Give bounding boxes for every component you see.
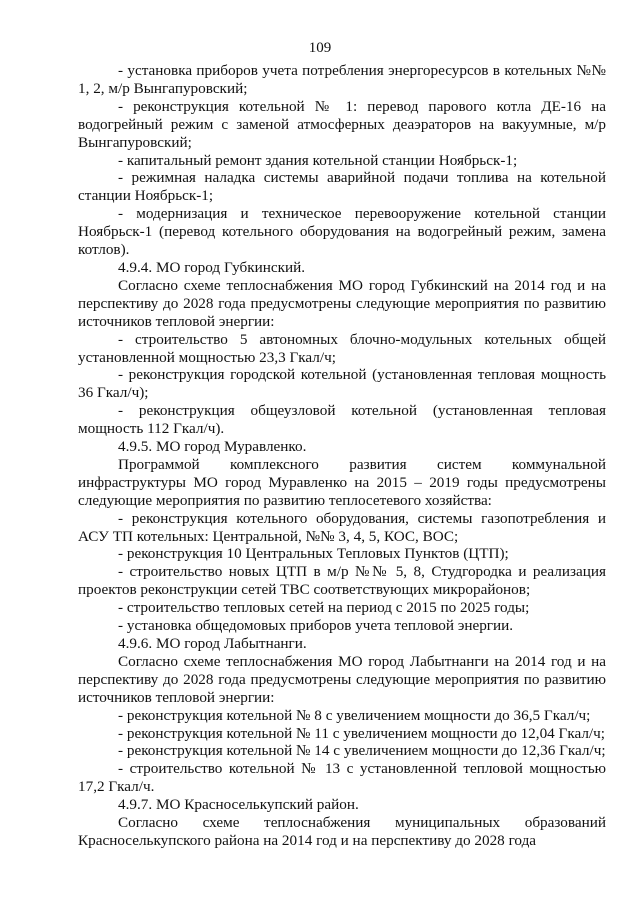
paragraph: Программой комплексного развития систем коммунальной инфраструктуры МО город Муравленко на 2015 – 2019 годы предусмотрены следующие мероприятия по развитию теплосетевого хозяйства: (78, 455, 606, 509)
section-heading: 4.9.7. МО Красноселькупский район. (118, 796, 359, 814)
list-item: - режимная наладка системы аварийной подачи топлива на котельной станции Ноябрьск-1; (78, 169, 606, 205)
list-item: - строительство тепловых сетей на период с 2015 по 2025 годы; (118, 599, 530, 617)
list-item: - реконструкция котельной № 11 с увеличением мощности до 12,04 Гкал/ч; (118, 724, 606, 742)
section-heading: 4.9.4. МО город Губкинский. (118, 258, 306, 276)
section-heading: 4.9.5. МО город Муравленко. (118, 438, 307, 456)
list-item: - строительство 5 автономных блочно-модульных котельных общей установленной мощностью 23,3 Гкал/ч; (78, 330, 606, 366)
list-item: - строительство котельной № 13 с установленной тепловой мощностью 17,2 Гкал/ч. (78, 760, 606, 796)
list-item: - реконструкция 10 Центральных Тепловых Пунктов (ЦТП); (118, 545, 509, 563)
list-item: - реконструкция котельной № 14 с увеличением мощности до 12,36 Гкал/ч; (118, 742, 606, 760)
section-heading: 4.9.6. МО город Лабытнанги. (118, 635, 307, 652)
page-number: 109 (308, 40, 332, 56)
paragraph: Согласно схеме теплоснабжения МО город Лабытнанги на 2014 год и на перспективу до 2028 года предусмотрены следующие мероприятия по развитию источников тепловой энергии: (78, 652, 606, 706)
list-item: - реконструкция котельной № 1: перевод парового котла ДЕ-16 на водогрейный режим с заменой атмосферных деаэраторов на вакуумные, м/р Вынгапуровский; (78, 97, 606, 151)
paragraph: Согласно схеме теплоснабжения муниципальных образований Красноселькупского района на 2014 год и на перспективу до 2028 года (78, 814, 606, 849)
list-item: - модернизация и техническое перевооружение котельной станции Ноябрьск-1 (перевод котельного оборудования на водогрейный режим, замена котлов). (78, 205, 606, 259)
list-item: - установка общедомовых приборов учета тепловой энергии. (118, 617, 514, 635)
page-body (78, 62, 606, 850)
paragraph: Согласно схеме теплоснабжения МО город Губкинский на 2014 год и на перспективу до 2028 года предусмотрены следующие мероприятия по развитию источников тепловой энергии: (78, 276, 606, 330)
list-item: - капитальный ремонт здания котельной станции Ноябрьск-1; (118, 151, 518, 169)
list-item: - реконструкция общеузловой котельной (установленная тепловая мощность 112 Гкал/ч). (78, 402, 606, 438)
list-item: - реконструкция котельного оборудования, системы газопотребления и АСУ ТП котельных: Центральной, №№ 3, 4, 5, КОС, ВОС; (78, 509, 606, 545)
list-item: - строительство новых ЦТП в м/р №№ 5, 8, Студгородка и реализация проектов реконструкции сетей ТВС соответствующих микрорайонов; (78, 563, 606, 599)
list-item: - реконструкция котельной № 8 с увеличением мощности до 36,5 Гкал/ч; (118, 706, 591, 724)
list-item: - реконструкция городской котельной (установленная тепловая мощность 36 Гкал/ч); (78, 366, 606, 402)
list-item: - установка приборов учета потребления энергоресурсов в котельных №№ 1, 2, м/р Вынгапуровский; (78, 62, 606, 97)
